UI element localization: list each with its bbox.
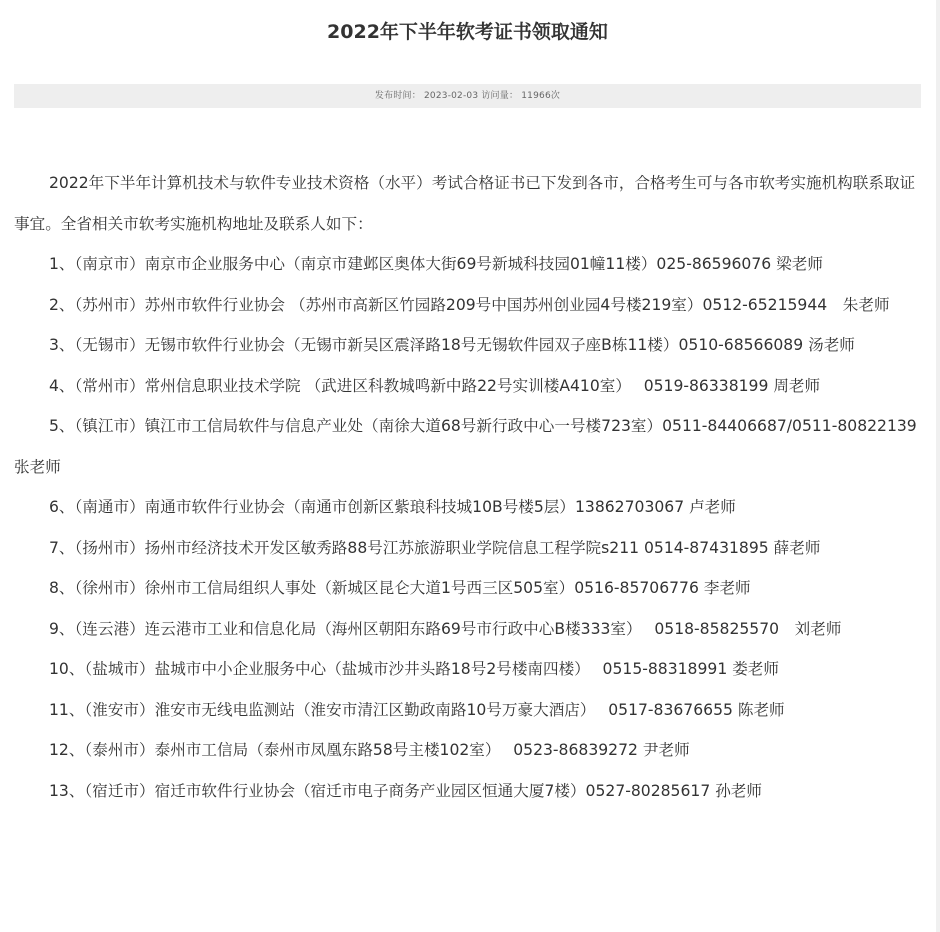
contact-item-zhenjiang: 5、（镇江市）镇江市工信局软件与信息产业处（南徐大道68号新行政中心一号楼723室）0511-84406687/0511-80822139 张老师	[14, 417, 917, 476]
visits-label: 访问量：	[481, 91, 519, 101]
contact-item-xuzhou: 8、（徐州市）徐州市工信局组织人事处（新城区昆仑大道1号西三区505室）0516-85706776 李老师	[49, 579, 751, 597]
contact-item-nanjing: 1、（南京市）南京市企业服务中心（南京市建邺区奥体大街69号新城科技园01幢11楼）025-86596076 梁老师	[49, 255, 823, 273]
contact-item-lianyungang: 9、（连云港）连云港市工业和信息化局（海州区朝阳东路69号市行政中心B楼333室） 0518-85825570 刘老师	[49, 619, 842, 638]
contact-item-suqian: 13、（宿迁市）宿迁市软件行业协会（宿迁市电子商务产业园区恒通大厦7楼）0527-80285617 孙老师	[49, 781, 762, 800]
contact-item-huaian: 11、（淮安市）淮安市无线电监测站（淮安市清江区勤政南路10号万豪大酒店） 0517-83676655 陈老师	[49, 700, 785, 719]
contact-item-yancheng: 10、（盐城市）盐城市中小企业服务中心（盐城市沙井头路18号2号楼南四楼） 0515-88318991 娄老师	[49, 660, 779, 678]
visits-count: 11966次	[521, 91, 561, 101]
publish-meta-bar	[14, 84, 921, 108]
contact-item-nantong: 6、（南通市）南通市软件行业协会（南通市创新区紫琅科技城10B号楼5层）13862703067 卢老师	[49, 498, 736, 516]
contact-item-yangzhou: 7、（扬州市）扬州市经济技术开发区敏秀路88号江苏旅游职业学院信息工程学院s211 0514-87431895 薛老师	[49, 538, 821, 557]
publish-label: 发布时间：	[374, 91, 421, 101]
article-body	[14, 163, 920, 811]
scrollbar[interactable]	[936, 0, 940, 932]
publish-date: 2023-02-03	[423, 91, 479, 101]
intro-paragraph: 2022年下半年计算机技术与软件专业技术资格（水平）考试合格证书已下发到各市，合格考生可与各市软考实施机构联系取证事宜。全省相关市软考实施机构地址及联系人如下：	[14, 174, 916, 233]
contact-item-taizhou: 12、（泰州市）泰州市工信局（泰州市凤凰东路58号主楼102室） 0523-86839272 尹老师	[49, 741, 690, 759]
contact-item-wuxi: 3、（无锡市）无锡市软件行业协会（无锡市新吴区震泽路18号无锡软件园双子座B栋11楼）0510-68566089 汤老师	[49, 336, 855, 354]
contact-item-suzhou: 2、（苏州市）苏州市软件行业协会 （苏州市高新区竹园路209号中国苏州创业园4号楼219室）0512-65215944 朱老师	[49, 295, 890, 314]
page-title: 2022年下半年软考证书领取通知	[327, 20, 608, 43]
contact-item-changzhou: 4、（常州市）常州信息职业技术学院 （武进区科教城鸣新中路22号实训楼A410室） 0519-86338199 周老师	[49, 376, 821, 395]
